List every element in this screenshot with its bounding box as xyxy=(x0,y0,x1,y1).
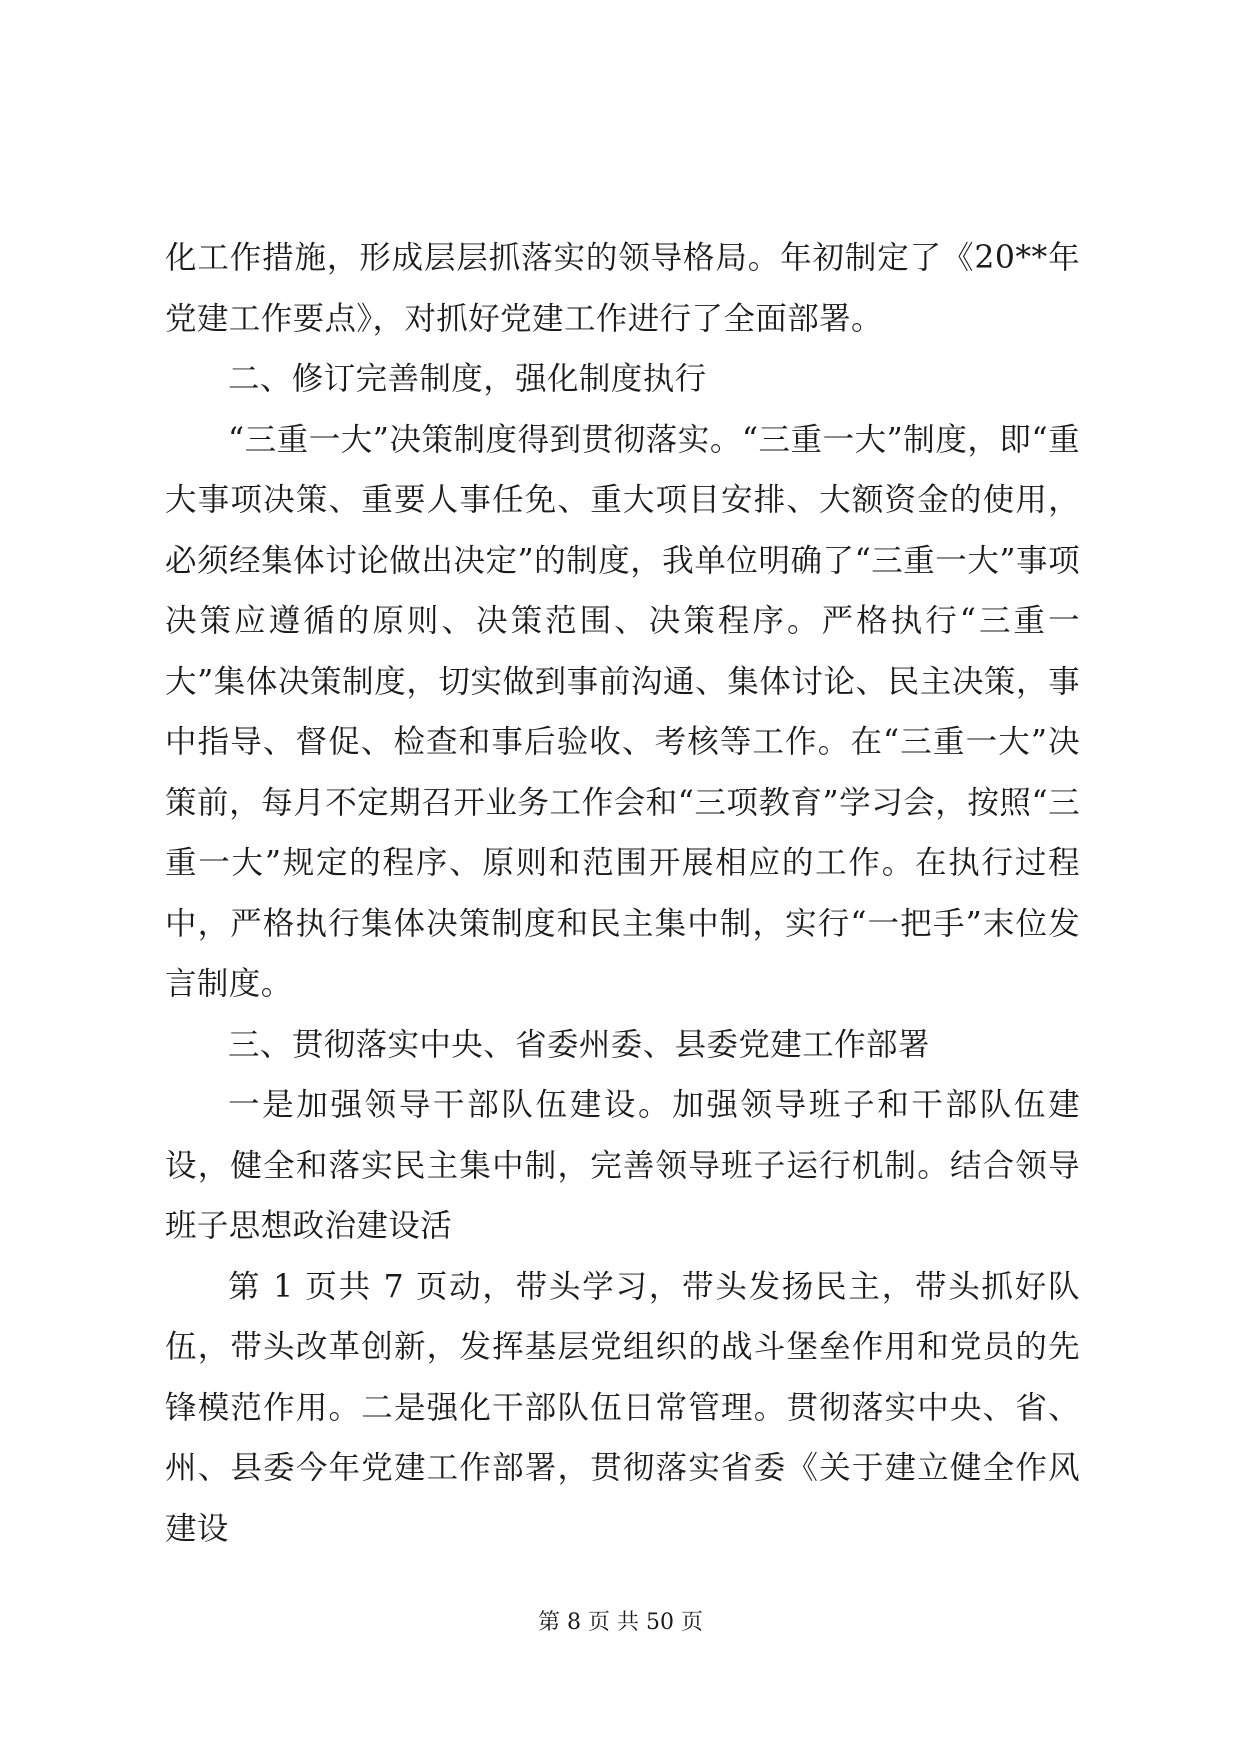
paragraph-leadership-building: 一是加强领导干部队伍建设。加强领导班子和干部队伍建设，健全和落实民主集中制，完善领导班子运行机制。结合领导班子思想政治建设活 xyxy=(165,1087,1080,1244)
section-heading-2: 二、修订完善制度，强化制度执行 xyxy=(228,361,707,397)
paragraph-cadre-management: 第 1 页共 7 页动，带头学习，带头发扬民主，带头抓好队伍，带头改革创新，发挥基层党组织的战斗堡垒作用和党员的先锋模范作用。二是强化干部队伍日常管理。贯彻落实中央、省、州、县委今年党建工作部署，贯彻落实省委《关于建立健全作风建设 xyxy=(165,1268,1080,1547)
document-body xyxy=(165,228,1080,1559)
page-footer: 第 8 页 共 50 页 xyxy=(538,1610,703,1635)
section-heading-3: 三、贯彻落实中央、省委州委、县委党建工作部署 xyxy=(228,1026,930,1063)
paragraph-three-important-one-big: “三重一大”决策制度得到贯彻落实。“三重一大”制度，即“重大事项决策、重要人事任免、重大项目安排、大额资金的使用，必须经集体讨论做出决定”的制度，我单位明确了“三重一大”事项决策应遵循的原则、决策范围、决策程序。严格执行“三重一大”集体决策制度，切实做到事前沟通、集体讨论、民主决策，事中指导、督促、检查和事后验收、考核等工作。在“三重一大”决策前，每月不定期召开业务工作会和“三项教育”学习会，按照“三重一大”规定的程序、原则和范围开展相应的工作。在执行过程中，严格执行集体决策制度和民主集中制，实行“一把手”末位发言制度。 xyxy=(165,421,1080,1002)
paragraph-continuation: 化工作措施，形成层层抓落实的领导格局。年初制定了《20**年党建工作要点》，对抓好党建工作进行了全面部署。 xyxy=(165,240,1080,337)
